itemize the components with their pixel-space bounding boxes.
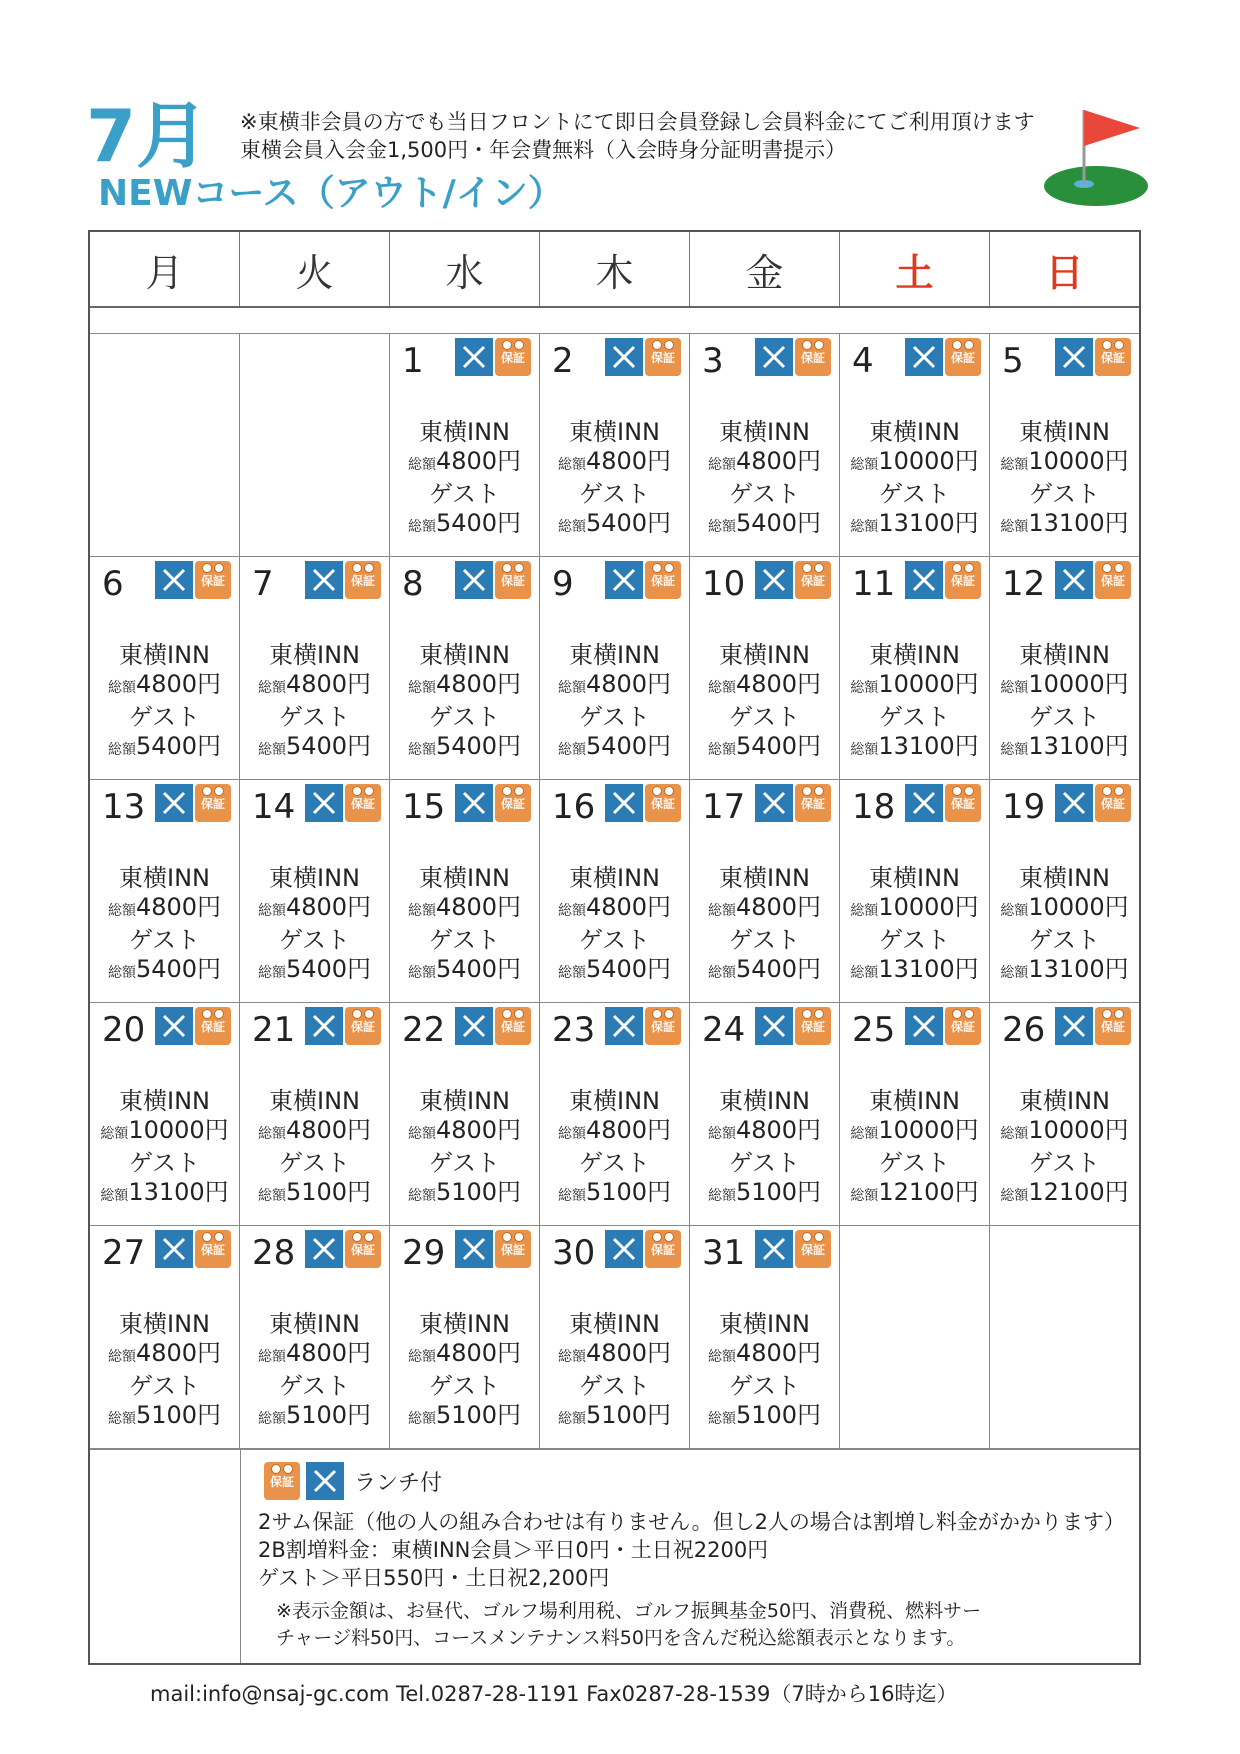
inn-label: 東横INN [869,1087,960,1115]
inn-price: 総額4800円 [407,1116,522,1144]
guest-label: ゲスト [728,1149,801,1177]
guest-price: 総額5100円 [557,1178,672,1206]
day-cell-12 [990,557,1139,780]
inn-price: 総額4800円 [557,893,672,921]
lunch-icon [306,1462,344,1500]
inn-label: 東横INN [719,1310,810,1338]
inn-price: 総額10000円 [850,893,979,921]
lunch-icon [1055,561,1093,599]
guarantee-icon: 保証 [1095,338,1131,376]
inn-price: 総額4800円 [707,1116,822,1144]
day-number: 30 [552,1233,596,1273]
lunch-icon [1055,784,1093,822]
day-cell-10 [690,557,840,780]
guarantee-icon: 保証 [495,1007,531,1045]
lunch-icon [155,561,193,599]
guest-price: 総額5100円 [257,1401,372,1429]
weekday-mon: 月 [90,232,240,306]
guest-price: 総額5100円 [557,1401,672,1429]
note-line-1: ※東横非会員の方でも当日フロントにて即日会員登録し会員料金にてご利用頂けます [240,110,1035,134]
day-number: 10 [702,564,746,604]
day-number: 3 [702,341,724,381]
guarantee-icon: 保証 [195,1007,231,1045]
legend [90,1449,1139,1663]
lunch-icon [755,338,793,376]
guest-price: 総額5100円 [707,1178,822,1206]
day-number: 25 [852,1010,896,1050]
day-cell-8 [390,557,540,780]
guest-label: ゲスト [128,703,201,731]
guest-label: ゲスト [728,703,801,731]
inn-label: 東横INN [569,1310,660,1338]
inn-label: 東横INN [869,418,960,446]
inn-price: 総額10000円 [850,447,979,475]
guest-label: ゲスト [578,480,651,508]
guest-label: ゲスト [578,703,651,731]
inn-price: 総額4800円 [107,893,222,921]
lunch-icon [605,1007,643,1045]
contact-footer: mail:info@nsaj-gc.com Tel.0287-28-1191 Fax0287-28-1539（7時から16時迄） [150,1682,958,1706]
golf-flag-icon [1040,104,1160,214]
course-title: NEWコース（アウト/イン） [98,173,564,214]
lunch-icon [1055,338,1093,376]
legend-line-2: 2B割増料金：東横INN会員＞平日0円・土日祝2200円 [258,1538,769,1562]
inn-label: 東横INN [269,864,360,892]
inn-label: 東横INN [269,641,360,669]
day-number: 18 [852,787,896,827]
inn-label: 東横INN [1019,864,1110,892]
inn-label: 東横INN [1019,1087,1110,1115]
lunch-icon [905,784,943,822]
inn-price: 総額4800円 [557,1116,672,1144]
guest-price: 総額5400円 [257,955,372,983]
weekday-sat: 土 [840,232,990,306]
price-note-line-1: ※表示金額は、お昼代、ゴルフ場利用税、ゴルフ振興基金50円、消費税、燃料サー [276,1600,982,1622]
inn-label: 東横INN [119,1087,210,1115]
guest-price: 総額5400円 [557,732,672,760]
inn-label: 東横INN [119,641,210,669]
day-cell-29 [390,1226,540,1449]
guest-label: ゲスト [878,703,951,731]
guarantee-icon: 保証 [645,561,681,599]
header-spacer [90,308,1139,334]
guest-label: ゲスト [428,926,501,954]
month-title: 7月 [86,94,209,178]
guest-label: ゲスト [1028,703,1101,731]
day-cell-11 [840,557,990,780]
lunch-icon [455,784,493,822]
lunch-icon [755,561,793,599]
guarantee-icon: 保証 [495,1230,531,1268]
lunch-icon [905,1007,943,1045]
inn-label: 東横INN [419,641,510,669]
day-cell-empty [990,1226,1139,1449]
guest-price: 総額13100円 [850,509,979,537]
inn-price: 総額4800円 [707,670,822,698]
calendar [88,230,1141,1665]
guest-price: 総額13100円 [850,955,979,983]
inn-price: 総額4800円 [257,1339,372,1367]
inn-price: 総額4800円 [407,670,522,698]
guest-price: 総額5400円 [557,509,672,537]
day-number: 21 [252,1010,296,1050]
guest-price: 総額5100円 [407,1401,522,1429]
day-number: 14 [252,787,296,827]
weekday-thu: 木 [540,232,690,306]
legend-line-3: ゲスト＞平日550円・土日祝2,200円 [258,1566,610,1590]
lunch-icon [455,338,493,376]
day-number: 12 [1002,564,1046,604]
guest-label: ゲスト [278,1372,351,1400]
guest-label: ゲスト [428,1149,501,1177]
guest-price: 総額13100円 [850,732,979,760]
lunch-icon [755,1007,793,1045]
lunch-icon [155,784,193,822]
guest-price: 総額5100円 [107,1401,222,1429]
guest-price: 総額13100円 [1000,732,1129,760]
guest-label: ゲスト [728,926,801,954]
guest-label: ゲスト [278,926,351,954]
guest-label: ゲスト [428,480,501,508]
lunch-icon [455,1230,493,1268]
day-number: 24 [702,1010,746,1050]
day-cell-27 [90,1226,240,1449]
inn-label: 東横INN [269,1310,360,1338]
guarantee-icon: 保証 [645,338,681,376]
guest-label: ゲスト [578,926,651,954]
lunch-icon [605,561,643,599]
note-line-2: 東横会員入会金1,500円・年会費無料（入会時身分証明書提示） [240,138,847,162]
guarantee-icon: 保証 [264,1462,300,1500]
inn-label: 東横INN [419,864,510,892]
day-cell-6 [90,557,240,780]
guarantee-icon: 保証 [345,561,381,599]
day-cell-17 [690,780,840,1003]
inn-price: 総額4800円 [707,1339,822,1367]
lunch-icon [1055,1007,1093,1045]
lunch-icon [755,784,793,822]
lunch-icon [605,1230,643,1268]
guarantee-icon: 保証 [345,784,381,822]
lunch-icon [755,1230,793,1268]
guarantee-icon: 保証 [195,784,231,822]
guarantee-icon: 保証 [795,338,831,376]
inn-price: 総額10000円 [100,1116,229,1144]
day-cell-30 [540,1226,690,1449]
inn-price: 総額10000円 [850,670,979,698]
guest-label: ゲスト [578,1149,651,1177]
day-cell-7 [240,557,390,780]
guest-price: 総額5400円 [107,732,222,760]
lunch-icon [905,338,943,376]
guarantee-icon: 保証 [945,561,981,599]
guarantee-icon: 保証 [795,784,831,822]
guest-label: ゲスト [878,480,951,508]
membership-notes [240,108,1035,164]
day-cell-empty [90,334,240,557]
guest-price: 総額5400円 [707,509,822,537]
inn-price: 総額10000円 [1000,1116,1129,1144]
guest-price: 総額12100円 [1000,1178,1129,1206]
guest-price: 総額5400円 [257,732,372,760]
day-cell-21 [240,1003,390,1226]
lunch-icon [905,561,943,599]
day-number: 5 [1002,341,1024,381]
guarantee-icon: 保証 [1095,561,1131,599]
weekday-fri: 金 [690,232,840,306]
inn-label: 東横INN [719,418,810,446]
day-number: 15 [402,787,446,827]
guest-label: ゲスト [1028,926,1101,954]
inn-price: 総額4800円 [707,447,822,475]
inn-label: 東横INN [869,864,960,892]
guarantee-icon: 保証 [195,1230,231,1268]
inn-label: 東横INN [419,1310,510,1338]
guarantee-icon: 保証 [345,1230,381,1268]
inn-label: 東横INN [119,1310,210,1338]
lunch-icon [155,1007,193,1045]
lunch-icon [605,784,643,822]
day-number: 2 [552,341,574,381]
day-cell-28 [240,1226,390,1449]
guest-price: 総額5100円 [257,1178,372,1206]
lunch-icon [455,1007,493,1045]
guest-price: 総額5400円 [407,509,522,537]
day-cell-16 [540,780,690,1003]
guest-price: 総額13100円 [1000,509,1129,537]
legend-text [258,1508,1125,1592]
weekday-tue: 火 [240,232,390,306]
guarantee-icon: 保証 [795,561,831,599]
inn-price: 総額10000円 [850,1116,979,1144]
day-number: 20 [102,1010,146,1050]
inn-price: 総額4800円 [557,670,672,698]
day-number: 28 [252,1233,296,1273]
inn-label: 東横INN [1019,641,1110,669]
guest-price: 総額5100円 [407,1178,522,1206]
lunch-icon [305,1007,343,1045]
price-note-line-2: チャージ料50円、コースメンテナンス料50円を含んだ税込総額表示となります。 [276,1627,966,1649]
guest-price: 総額5400円 [707,732,822,760]
lunch-icon [305,1230,343,1268]
guest-label: ゲスト [128,1149,201,1177]
inn-label: 東横INN [569,641,660,669]
guarantee-icon: 保証 [1095,784,1131,822]
price-note [276,1598,1116,1652]
day-cell-1 [390,334,540,557]
lunch-icon [305,561,343,599]
inn-price: 総額10000円 [1000,447,1129,475]
lunch-icon [305,784,343,822]
guest-label: ゲスト [128,926,201,954]
guest-price: 総額13100円 [1000,955,1129,983]
day-cell-2 [540,334,690,557]
guest-price: 総額5400円 [407,732,522,760]
day-number: 26 [1002,1010,1046,1050]
guest-label: ゲスト [428,1372,501,1400]
inn-price: 総額4800円 [257,1116,372,1144]
day-number: 11 [852,564,896,604]
day-number: 23 [552,1010,596,1050]
guarantee-icon: 保証 [795,1230,831,1268]
day-number: 16 [552,787,596,827]
day-number: 22 [402,1010,446,1050]
guarantee-icon: 保証 [195,561,231,599]
guarantee-icon: 保証 [495,784,531,822]
weekday-sun: 日 [1045,250,1084,295]
day-number: 1 [402,341,424,381]
inn-price: 総額4800円 [407,447,522,475]
day-number: 9 [552,564,574,604]
inn-price: 総額4800円 [257,893,372,921]
weekday-header [90,232,1139,308]
guarantee-icon: 保証 [495,561,531,599]
guarantee-icon: 保証 [945,1007,981,1045]
inn-price: 総額4800円 [107,670,222,698]
legend-line-1: 2サム保証（他の人の組み合わせは有りません。但し2人の場合は割増し料金がかかります） [258,1510,1125,1534]
guest-label: ゲスト [278,1149,351,1177]
day-number: 31 [702,1233,746,1273]
day-number: 7 [252,564,274,604]
inn-price: 総額4800円 [407,893,522,921]
day-cell-15 [390,780,540,1003]
inn-price: 総額10000円 [1000,670,1129,698]
inn-label: 東横INN [1019,418,1110,446]
day-cell-26 [990,1003,1139,1226]
lunch-icon [605,338,643,376]
guarantee-icon: 保証 [1095,1007,1131,1045]
guest-label: ゲスト [1028,480,1101,508]
guest-label: ゲスト [278,703,351,731]
guest-price: 総額13100円 [100,1178,229,1206]
guest-price: 総額5400円 [557,955,672,983]
day-cell-20 [90,1003,240,1226]
inn-label: 東横INN [719,864,810,892]
guest-label: ゲスト [578,1372,651,1400]
guarantee-icon: 保証 [495,338,531,376]
inn-label: 東横INN [569,1087,660,1115]
day-cell-22 [390,1003,540,1226]
guarantee-icon: 保証 [945,338,981,376]
day-cell-empty [240,334,390,557]
inn-label: 東横INN [119,864,210,892]
guest-label: ゲスト [1028,1149,1101,1177]
day-cell-23 [540,1003,690,1226]
day-cell-4 [840,334,990,557]
inn-label: 東横INN [869,641,960,669]
guarantee-icon: 保証 [795,1007,831,1045]
inn-price: 総額4800円 [257,670,372,698]
weekday-wed: 水 [390,232,540,306]
guarantee-icon: 保証 [945,784,981,822]
inn-label: 東横INN [569,418,660,446]
inn-price: 総額4800円 [557,1339,672,1367]
day-number: 27 [102,1233,146,1273]
inn-label: 東横INN [719,641,810,669]
inn-label: 東横INN [419,418,510,446]
day-number: 19 [1002,787,1046,827]
guest-label: ゲスト [878,1149,951,1177]
day-cell-13 [90,780,240,1003]
guarantee-icon: 保証 [345,1007,381,1045]
guest-label: ゲスト [728,1372,801,1400]
lunch-icon [455,561,493,599]
day-cell-18 [840,780,990,1003]
inn-label: 東横INN [269,1087,360,1115]
guest-label: ゲスト [728,480,801,508]
day-number: 6 [102,564,124,604]
day-number: 29 [402,1233,446,1273]
inn-label: 東横INN [719,1087,810,1115]
guarantee-icon: 保証 [645,1230,681,1268]
day-cell-24 [690,1003,840,1226]
inn-label: 東横INN [419,1087,510,1115]
day-grid [90,334,1139,1449]
day-cell-31 [690,1226,840,1449]
day-cell-3 [690,334,840,557]
guest-price: 総額12100円 [850,1178,979,1206]
day-cell-9 [540,557,690,780]
guest-label: ゲスト [428,703,501,731]
day-cell-14 [240,780,390,1003]
guest-price: 総額5400円 [407,955,522,983]
day-number: 13 [102,787,146,827]
inn-price: 総額4800円 [407,1339,522,1367]
lunch-label: ランチ付 [354,1470,443,1496]
guarantee-icon: 保証 [645,1007,681,1045]
guarantee-icon: 保証 [645,784,681,822]
day-cell-19 [990,780,1139,1003]
inn-price: 総額10000円 [1000,893,1129,921]
inn-price: 総額4800円 [557,447,672,475]
lunch-icon [155,1230,193,1268]
guest-label: ゲスト [878,926,951,954]
guest-price: 総額5400円 [707,955,822,983]
guest-label: ゲスト [128,1372,201,1400]
inn-label: 東横INN [569,864,660,892]
day-number: 4 [852,341,874,381]
inn-price: 総額4800円 [107,1339,222,1367]
guest-price: 総額5400円 [107,955,222,983]
day-number: 17 [702,787,746,827]
guest-price: 総額5100円 [707,1401,822,1429]
day-cell-25 [840,1003,990,1226]
day-cell-empty [840,1226,990,1449]
day-number: 8 [402,564,424,604]
day-cell-5 [990,334,1139,557]
inn-price: 総額4800円 [707,893,822,921]
